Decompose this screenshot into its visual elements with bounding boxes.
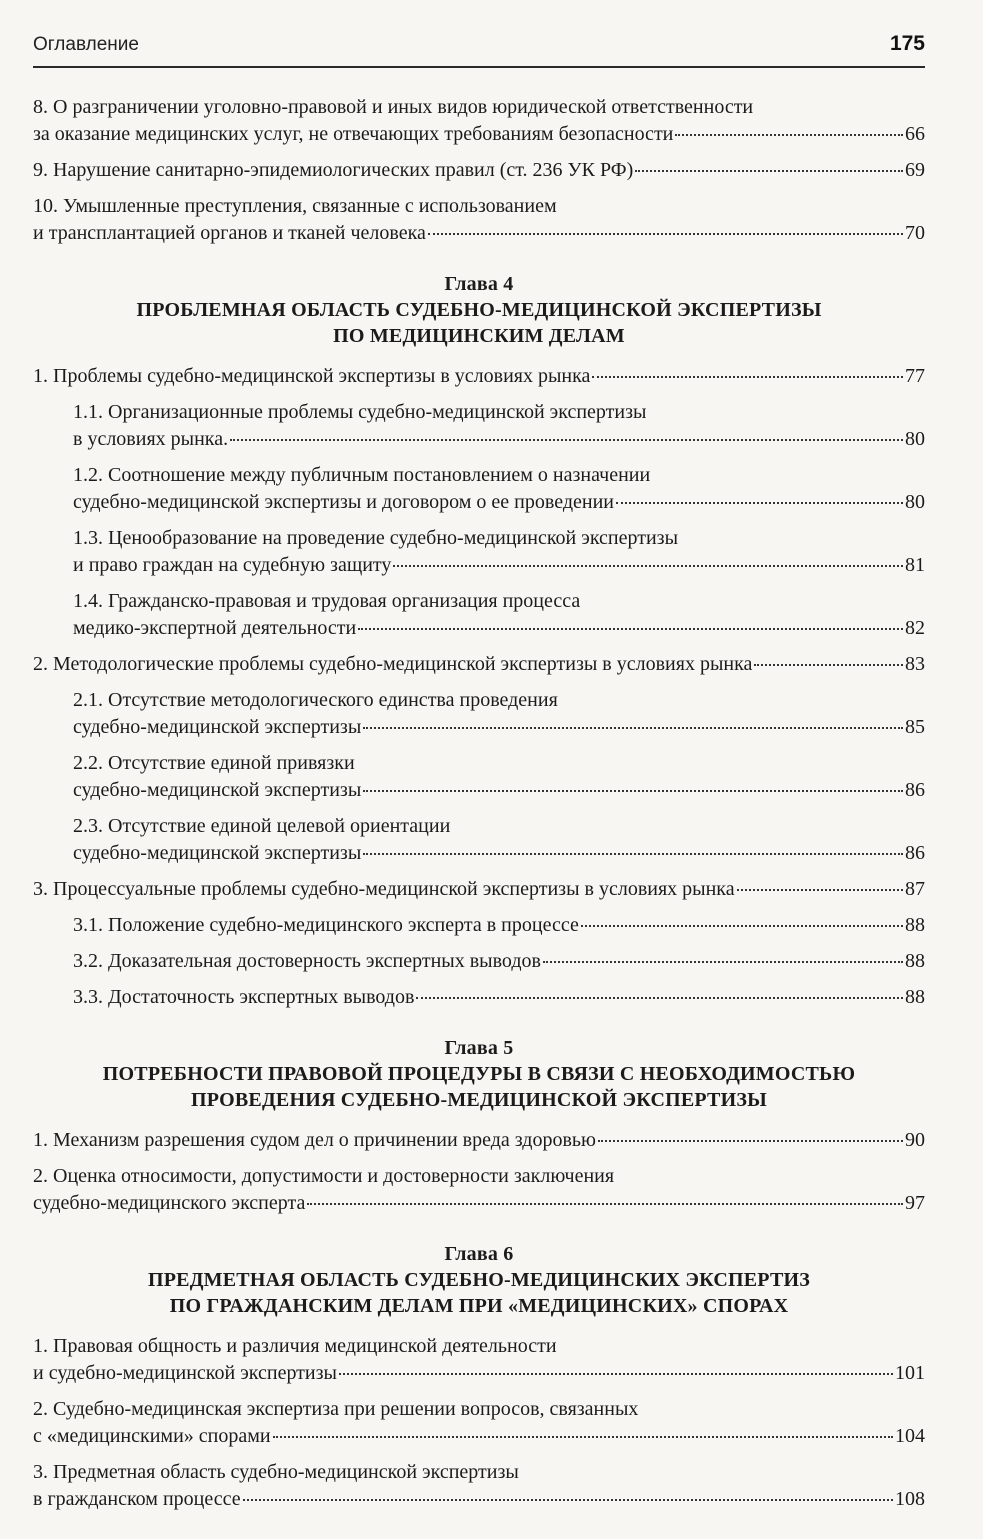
dot-leader <box>273 1435 893 1438</box>
toc-entry-line <box>33 1486 925 1513</box>
toc-page-number: 83 <box>905 653 925 675</box>
toc-entry-text: 1.3. Ценообразование на проведение судебно-медицинской экспертизы <box>73 527 679 549</box>
running-header <box>33 0 925 68</box>
toc-entry-text: 2. Методологические проблемы судебно-медицинской экспертизы в условиях рынка <box>33 653 753 675</box>
page-number: 175 <box>889 32 925 55</box>
chapter-heading <box>33 1241 925 1319</box>
chapter-title-line: ПРЕДМЕТНАЯ ОБЛАСТЬ СУДЕБНО-МЕДИЦИНСКИХ ЭКСПЕРТИЗ <box>147 1269 810 1291</box>
dot-leader <box>616 501 903 504</box>
toc-entry-text: за оказание медицинских услуг, не отвечающих требованиям безопасности <box>33 123 674 145</box>
toc-page-number: 82 <box>905 617 925 639</box>
toc-subentry[interactable] <box>33 399 925 453</box>
toc-entry-line <box>73 777 925 804</box>
toc-entry-line <box>33 651 925 678</box>
toc-entry-text: 2.2. Отсутствие единой привязки <box>73 752 355 774</box>
toc-page-number: 85 <box>905 716 925 738</box>
toc-entry-text: 2. Оценка относимости, допустимости и достоверности заключения <box>33 1165 615 1187</box>
toc-page-number: 69 <box>905 159 925 181</box>
toc-entry-line <box>73 552 925 579</box>
dot-leader <box>307 1202 903 1205</box>
dot-leader <box>675 133 903 136</box>
toc-entry-text: судебно-медицинского эксперта <box>33 1192 306 1214</box>
toc-entry-line <box>73 984 925 1011</box>
toc-entry-text: в гражданском процессе <box>33 1488 241 1510</box>
dot-leader <box>428 232 903 235</box>
toc-page-number: 80 <box>905 428 925 450</box>
toc-page-number: 81 <box>905 554 925 576</box>
toc-entry-text: и трансплантацией органов и тканей человека <box>33 222 426 244</box>
toc-entry-text: 8. О разграничении уголовно-правовой и иных видов юридической ответственности <box>33 96 754 118</box>
toc-entry-text: 3. Предметная область судебно-медицинской экспертизы <box>33 1461 519 1483</box>
toc-entry-line <box>33 220 925 247</box>
dot-leader <box>754 663 903 666</box>
toc-entry-line <box>33 1423 925 1450</box>
toc-entry-line <box>33 1190 925 1217</box>
toc-subentry[interactable] <box>33 750 925 804</box>
toc-entry[interactable] <box>33 157 925 184</box>
chapter-heading <box>33 271 925 349</box>
toc-entry-text: 1.2. Соотношение между публичным постановлением о назначении <box>73 464 651 486</box>
toc-entry-text: 1.4. Гражданско-правовая и трудовая организация процесса <box>73 590 581 612</box>
toc-entry-text: 3.2. Доказательная достоверность экспертных выводов <box>73 950 541 972</box>
toc-entry-line <box>33 876 925 903</box>
toc-subentry[interactable] <box>33 948 925 975</box>
toc-entry[interactable] <box>33 363 925 390</box>
toc-subentry[interactable] <box>33 462 925 516</box>
toc-entry-text: 1. Механизм разрешения судом дел о причинении вреда здоровью <box>33 1129 596 1151</box>
toc-entry[interactable] <box>33 94 925 148</box>
toc-entry-line <box>33 1127 925 1154</box>
chapter-title-line: ПРОВЕДЕНИЯ СУДЕБНО-МЕДИЦИНСКОЙ ЭКСПЕРТИЗЫ <box>191 1089 767 1111</box>
toc-page-number: 101 <box>895 1362 925 1384</box>
toc-entry[interactable] <box>33 1127 925 1154</box>
toc-subentry[interactable] <box>33 525 925 579</box>
toc-entry-text: и право граждан на судебную защиту <box>73 554 392 576</box>
toc-page-number: 66 <box>905 123 925 145</box>
toc-entry-text: 2. Судебно-медицинская экспертиза при решении вопросов, связанных <box>33 1398 639 1420</box>
dot-leader <box>230 438 903 441</box>
toc-entry-text: судебно-медицинской экспертизы <box>73 779 362 801</box>
chapter-title-line: ПО ГРАЖДАНСКИМ ДЕЛАМ ПРИ «МЕДИЦИНСКИХ» СПОРАХ <box>169 1295 789 1317</box>
chapter-number: Глава 4 <box>444 273 514 295</box>
chapter-number: Глава 5 <box>444 1037 514 1059</box>
toc-entry-line <box>73 840 925 867</box>
dot-leader <box>592 375 903 378</box>
toc-entry[interactable] <box>33 1396 925 1450</box>
toc-page-number: 80 <box>905 491 925 513</box>
dot-leader <box>598 1139 903 1142</box>
toc-entry-line <box>73 948 925 975</box>
toc-entry-text: медико-экспертной деятельности <box>73 617 357 639</box>
dot-leader <box>737 888 903 891</box>
toc-entry-line <box>73 489 925 516</box>
toc-entry-text: судебно-медицинской экспертизы <box>73 716 362 738</box>
chapter-heading <box>33 1035 925 1113</box>
toc-subentry[interactable] <box>33 912 925 939</box>
dot-leader <box>363 726 903 729</box>
toc-entry-text: 3. Процессуальные проблемы судебно-медицинской экспертизы в условиях рынка <box>33 878 735 900</box>
toc-page-number: 77 <box>905 365 925 387</box>
toc-page-number: 108 <box>895 1488 925 1510</box>
toc-page-number: 87 <box>905 878 925 900</box>
toc-entry-text: 2.3. Отсутствие единой целевой ориентации <box>73 815 451 837</box>
toc-entry[interactable] <box>33 651 925 678</box>
toc-entry[interactable] <box>33 193 925 247</box>
toc-entry-text: судебно-медицинской экспертизы <box>73 842 362 864</box>
dot-leader <box>358 627 903 630</box>
toc-entry-text: и судебно-медицинской экспертизы <box>33 1362 337 1384</box>
dot-leader <box>635 169 903 172</box>
toc-entry-text: 2.1. Отсутствие методологического единства проведения <box>73 689 558 711</box>
toc-entry-line <box>33 121 925 148</box>
toc-entry-line <box>33 363 925 390</box>
toc-entry-text: с «медицинскими» спорами <box>33 1425 271 1447</box>
toc-entry-line <box>73 912 925 939</box>
dot-leader <box>581 924 903 927</box>
toc-page-number: 88 <box>905 986 925 1008</box>
toc-entry[interactable] <box>33 1333 925 1387</box>
dot-leader <box>243 1498 893 1501</box>
running-header-title: Оглавление <box>33 34 139 55</box>
toc-entry-text: 9. Нарушение санитарно-эпидемиологических правил (ст. 236 УК РФ) <box>33 159 634 181</box>
toc-page-number: 97 <box>905 1192 925 1214</box>
toc-entry-text: 3.1. Положение судебно-медицинского эксперта в процессе <box>73 914 579 936</box>
toc-page-number: 86 <box>905 779 925 801</box>
chapter-title-line: ПОТРЕБНОСТИ ПРАВОВОЙ ПРОЦЕДУРЫ В СВЯЗИ С НЕОБХОДИМОСТЬЮ <box>102 1063 856 1085</box>
toc-entry-line <box>33 157 925 184</box>
toc-page-number: 88 <box>905 950 925 972</box>
toc-entry-text: 1. Правовая общность и различия медицинской деятельности <box>33 1335 557 1357</box>
book-page <box>33 0 925 1522</box>
dot-leader <box>416 996 903 999</box>
toc-page-number: 90 <box>905 1129 925 1151</box>
toc-entry-line <box>73 426 925 453</box>
toc-entry[interactable] <box>33 1163 925 1217</box>
toc-page-number: 86 <box>905 842 925 864</box>
toc-entry[interactable] <box>33 1459 925 1513</box>
toc-page-number: 70 <box>905 222 925 244</box>
chapter-number: Глава 6 <box>444 1243 514 1265</box>
dot-leader <box>363 852 903 855</box>
toc-entry-line <box>73 615 925 642</box>
toc-subentry[interactable] <box>33 984 925 1011</box>
toc-page-number: 104 <box>895 1425 925 1447</box>
toc-entry-text: в условиях рынка. <box>73 428 229 450</box>
dot-leader <box>543 960 903 963</box>
chapter-title-line: ПРОБЛЕМНАЯ ОБЛАСТЬ СУДЕБНО-МЕДИЦИНСКОЙ ЭКСПЕРТИЗЫ <box>136 299 822 321</box>
dot-leader <box>339 1372 893 1375</box>
toc-entry[interactable] <box>33 876 925 903</box>
dot-leader <box>393 564 903 567</box>
toc-entry-text: 10. Умышленные преступления, связанные с использованием <box>33 195 557 217</box>
dot-leader <box>363 789 903 792</box>
toc-entry-text: 3.3. Достаточность экспертных выводов <box>73 986 415 1008</box>
toc-entry-line <box>33 1360 925 1387</box>
toc-page-number: 88 <box>905 914 925 936</box>
toc-subentry[interactable] <box>33 813 925 867</box>
chapter-title-line: ПО МЕДИЦИНСКИМ ДЕЛАМ <box>333 325 625 347</box>
toc-entry-text: 1. Проблемы судебно-медицинской экспертизы в условиях рынка <box>33 365 591 387</box>
toc-subentry[interactable] <box>33 687 925 741</box>
toc-entry-text: судебно-медицинской экспертизы и договором о ее проведении <box>73 491 614 513</box>
toc-entry-line <box>73 714 925 741</box>
table-of-contents <box>33 94 925 1513</box>
toc-entry-text: 1.1. Организационные проблемы судебно-медицинской экспертизы <box>73 401 647 423</box>
toc-subentry[interactable] <box>33 588 925 642</box>
